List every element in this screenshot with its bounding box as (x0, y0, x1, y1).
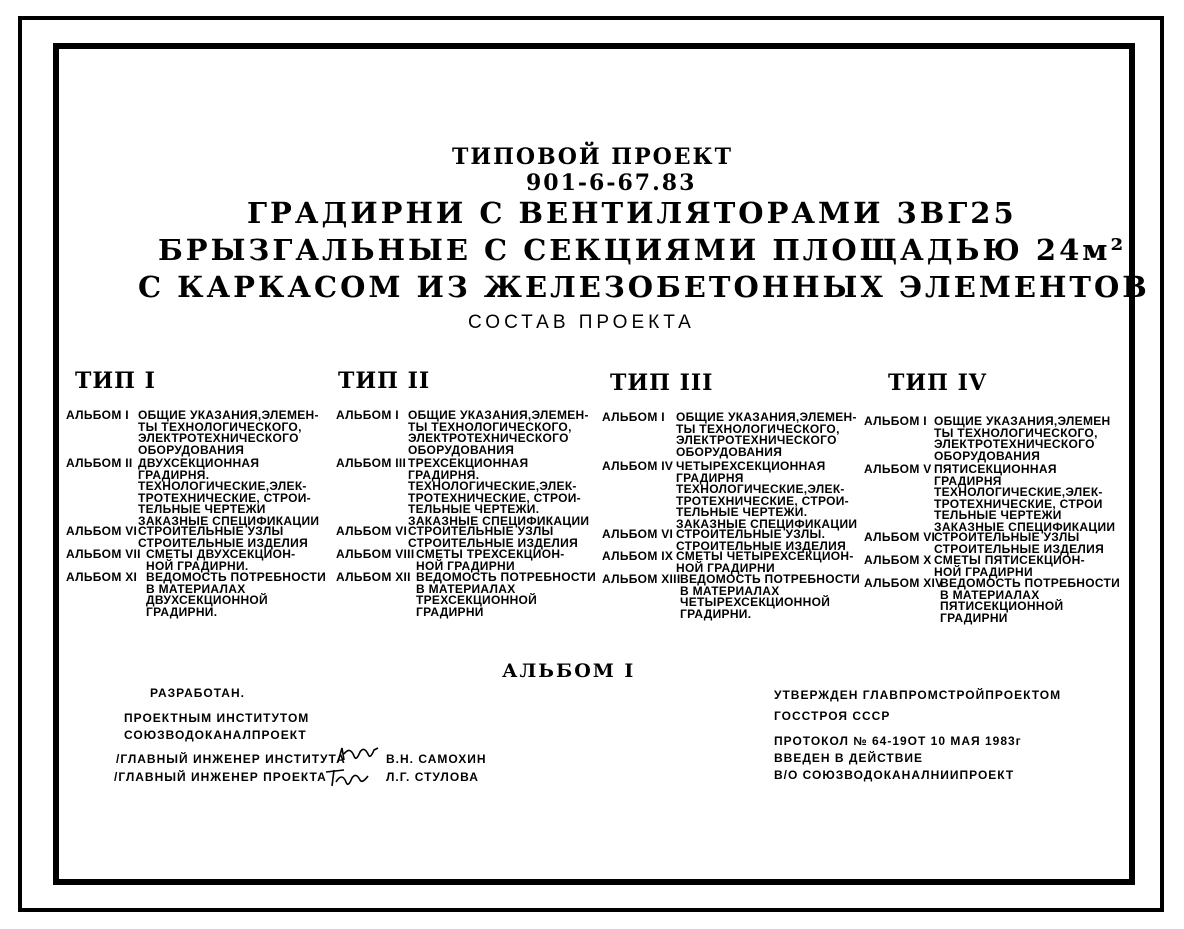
album-label: АЛЬБОМ IV (602, 459, 674, 473)
album-description: СМЕТЫ ЧЕТЫРЕХСЕКЦИОН- НОЙ ГРАДИРНИ (676, 549, 854, 575)
album-description: ВЕДОМОСТЬ ПОТРЕБНОСТИ В МАТЕРИАЛАХ ПЯТИСЕКЦИОННОЙ ГРАДИРНИ (940, 576, 1121, 625)
album-description: ОБЩИЕ УКАЗАНИЯ,ЭЛЕМЕН- ТЫ ТЕХНОЛОГИЧЕСКОГО, ЭЛЕКТРОТЕХНИЧЕСКОГО ОБОРУДОВАНИЯ (138, 408, 319, 457)
album-label: АЛЬБОМ IX (602, 549, 674, 563)
album-label: АЛЬБОМ I (336, 408, 399, 422)
type-3-heading: ТИП III (610, 370, 714, 396)
album-description: ЧЕТЫРЕХСЕКЦИОННАЯ ГРАДИРНЯ ТЕХНОЛОГИЧЕСКИЕ,ЭЛЕК- ТРОТЕХНИЧЕСКИЕ, СТРОИ- ТЕЛЬНЫЕ ЧЕРТЕЖИ. ЗАКАЗНЫЕ СПЕЦИФИКАЦИИ (676, 459, 858, 531)
type-1-entry (66, 410, 319, 456)
album-label: АЛЬБОМ X (864, 553, 932, 567)
developed-label: РАЗРАБОТАН. (150, 686, 245, 700)
album-label: АЛЬБОМ I (864, 414, 927, 428)
type-1-entry (66, 526, 308, 549)
album-description: СМЕТЫ ТРЕХСЕКЦИОН- НОЙ ГРАДИРНИ (416, 547, 565, 573)
album-description: СМЕТЫ ПЯТИСЕКЦИОН- НОЙ ГРАДИРНИ (934, 553, 1085, 579)
developer-org-line1: ПРОЕКТНЫМ ИНСТИТУТОМ (124, 711, 310, 725)
type-4-heading: ТИП IV (888, 370, 987, 396)
header-title-line3: С КАРКАСОМ ИЗ ЖЕЛЕЗОБЕТОННЫХ ЭЛЕМЕНТОВ (138, 270, 1150, 304)
gosstroy: ГОССТРОЯ СССР (774, 709, 891, 723)
album-label: АЛЬБОМ VI (864, 530, 936, 544)
album-description: ОБЩИЕ УКАЗАНИЯ,ЭЛЕМЕН ТЫ ТЕХНОЛОГИЧЕСКОГО, ЭЛЕКТРОТЕХНИЧЕСКОГО ОБОРУДОВАНИЯ (934, 414, 1111, 463)
type-4-entry (864, 578, 1120, 624)
album-label: АЛЬБОМ VI (66, 524, 138, 538)
type-3-entry (602, 412, 857, 458)
type-2-entry (336, 526, 578, 549)
type-3-entry (602, 551, 854, 574)
signature-stulova (322, 764, 372, 790)
album-label: АЛЬБОМ III (336, 456, 407, 470)
album-description: ПЯТИСЕКЦИОННАЯ ГРАДИРНЯ ТЕХНОЛОГИЧЕСКИЕ,ЭЛЕК- ТРОТЕХНИЧЕСКИЕ, СТРОИ ТЕЛЬНЫЕ ЧЕРТЕЖИ ЗАКАЗНЫЕ СПЕЦИФИКАЦИИ (934, 462, 1116, 534)
type-2-entry (336, 549, 565, 572)
album-description: СМЕТЫ ДВУХСЕКЦИОН- НОЙ ГРАДИРНИ. (146, 547, 296, 573)
album-description: СТРОИТЕЛЬНЫЕ УЗЛЫ СТРОИТЕЛЬНЫЕ ИЗДЕЛИЯ (138, 524, 308, 550)
type-4-entry (864, 464, 1115, 534)
album-description: СТРОИТЕЛЬНЫЕ УЗЛЫ СТРОИТЕЛЬНЫЕ ИЗДЕЛИЯ (934, 530, 1104, 556)
type-2-entry (336, 458, 589, 528)
chief-engineer-project-role: /ГЛАВНЫЙ ИНЖЕНЕР ПРОЕКТА (114, 770, 327, 784)
album-label: АЛЬБОМ I (66, 408, 129, 422)
album-description: ВЕДОМОСТЬ ПОТРЕБНОСТИ В МАТЕРИАЛАХ ЧЕТЫРЕХСЕКЦИОННОЙ ГРАДИРНИ. (680, 572, 861, 621)
developer-org-line2: СОЮЗВОДОКАНАЛПРОЕКТ (124, 728, 307, 742)
album-description: ВЕДОМОСТЬ ПОТРЕБНОСТИ В МАТЕРИАЛАХ ТРЕХСЕКЦИОННОЙ ГРАДИРНИ (416, 570, 597, 619)
introducing-org: В/О СОЮЗВОДОКАНАЛНИИПРОЕКТ (774, 768, 1015, 782)
album-title: АЛЬБОМ I (502, 660, 636, 682)
introduced: ВВЕДЕН В ДЕЙСТВИЕ (774, 751, 924, 765)
album-description: ОБЩИЕ УКАЗАНИЯ,ЭЛЕМЕН- ТЫ ТЕХНОЛОГИЧЕСКОГО, ЭЛЕКТРОТЕХНИЧЕСКОГО ОБОРУДОВАНИЯ (408, 408, 589, 457)
type-3-entry (602, 574, 860, 620)
chief-engineer-project-name: Л.Г. СТУЛОВА (386, 770, 479, 784)
album-label: АЛЬБОМ VI (602, 527, 674, 541)
type-1-entry (66, 458, 319, 528)
type-2-heading: ТИП II (338, 368, 431, 394)
chief-engineer-institute-name: В.Н. САМОХИН (386, 752, 487, 766)
type-3-entry (602, 461, 857, 531)
header-standard-project: ТИПОВОЙ ПРОЕКТ (452, 144, 733, 170)
type-2-entry (336, 410, 589, 456)
header-project-number: 901-6-67.83 (526, 170, 697, 196)
album-label: АЛЬБОМ XI (66, 570, 138, 584)
header-title-line1: ГРАДИРНИ С ВЕНТИЛЯТОРАМИ 3ВГ25 (247, 196, 1017, 230)
type-1-entry (66, 549, 295, 572)
type-1-heading: ТИП I (75, 368, 156, 394)
header-title-line2: БРЫЗГАЛЬНЫЕ С СЕКЦИЯМИ ПЛОЩАДЬЮ 24м² (158, 233, 1127, 267)
album-label: АЛЬБОМ XIII (602, 572, 681, 586)
album-label: АЛЬБОМ II (66, 456, 133, 470)
album-label: АЛЬБОМ VIII (336, 547, 415, 561)
type-4-entry (864, 532, 1104, 555)
protocol: ПРОТОКОЛ № 64-19ОТ 10 МАЯ 1983г (774, 734, 1022, 748)
album-description: ОБЩИЕ УКАЗАНИЯ,ЭЛЕМЕН- ТЫ ТЕХНОЛОГИЧЕСКОГО, ЭЛЕКТРОТЕХНИЧЕСКОГО ОБОРУДОВАНИЯ (676, 410, 857, 459)
album-description: СТРОИТЕЛЬНЫЕ УЗЛЫ. СТРОИТЕЛЬНЫЕ ИЗДЕЛИЯ (676, 527, 846, 553)
album-label: АЛЬБОМ XIV (864, 576, 944, 590)
album-description: ТРЕХСЕКЦИОННАЯ ГРАДИРНЯ. ТЕХНОЛОГИЧЕСКИЕ,ЭЛЕК- ТРОТЕХНИЧЕСКИЕ, СТРОИ- ТЕЛЬНЫЕ ЧЕРТЕЖИ. ЗАКАЗНЫЕ СПЕЦИФИКАЦИИ (408, 456, 590, 528)
type-1-entry (66, 572, 326, 618)
type-2-entry (336, 572, 596, 618)
header-subtitle: СОСТАВ ПРОЕКТА (468, 312, 695, 333)
album-label: АЛЬБОМ VI (336, 524, 408, 538)
approved-by: УТВЕРЖДЕН ГЛАВПРОМСТРОЙПРОЕКТОМ (774, 688, 1062, 702)
album-label: АЛЬБОМ I (602, 410, 665, 424)
type-4-entry (864, 416, 1111, 462)
album-description: ДВУХСЕКЦИОННАЯ ГРАДИРНЯ. ТЕХНОЛОГИЧЕСКИЕ,ЭЛЕК- ТРОТЕХНИЧЕСКИЕ, СТРОИ- ТЕЛЬНЫЕ ЧЕРТЕЖИ ЗАКАЗНЫЕ СПЕЦИФИКАЦИИ (138, 456, 320, 528)
album-description: СТРОИТЕЛЬНЫЕ УЗЛЫ СТРОИТЕЛЬНЫЕ ИЗДЕЛИЯ (408, 524, 578, 550)
album-label: АЛЬБОМ VII (66, 547, 141, 561)
signature-samokhin (334, 742, 382, 766)
album-description: ВЕДОМОСТЬ ПОТРЕБНОСТИ В МАТЕРИАЛАХ ДВУХСЕКЦИОННОЙ ГРАДИРНИ. (146, 570, 327, 619)
chief-engineer-institute-role: /ГЛАВНЫЙ ИНЖЕНЕР ИНСТИТУТА (116, 752, 346, 766)
album-label: АЛЬБОМ V (864, 462, 932, 476)
type-4-entry (864, 555, 1085, 578)
album-label: АЛЬБОМ XII (336, 570, 411, 584)
